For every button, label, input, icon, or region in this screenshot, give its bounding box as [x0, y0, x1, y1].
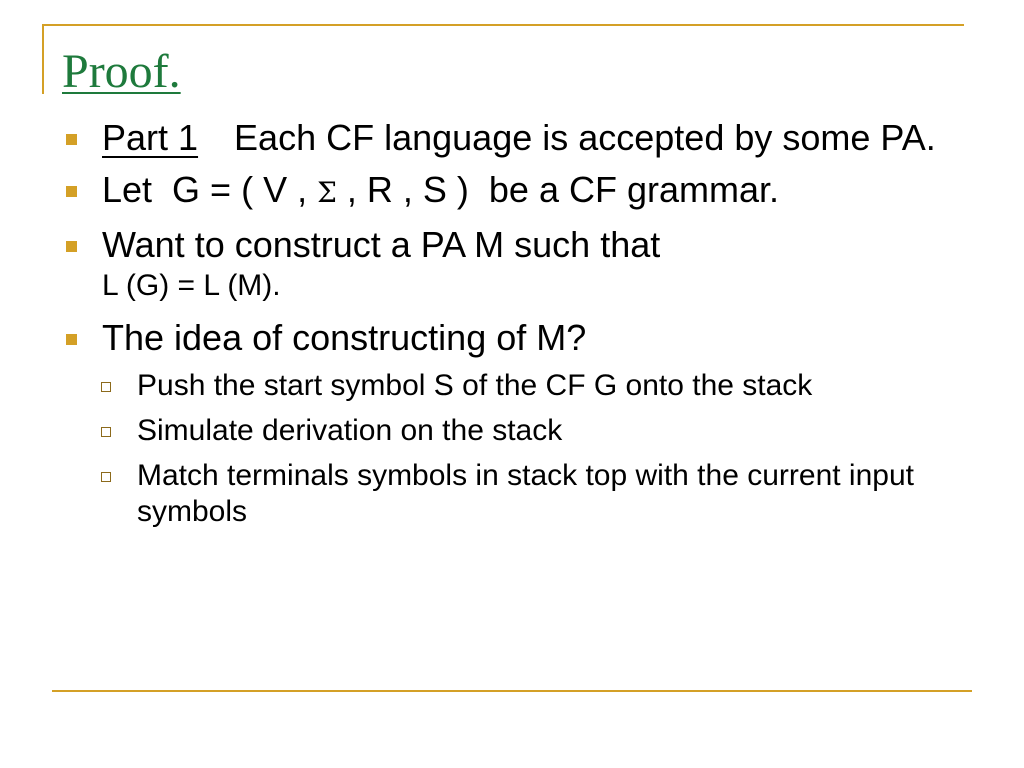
sigma-symbol: Σ — [317, 176, 337, 209]
square-bullet-icon — [66, 334, 77, 345]
bullet-part-1 — [62, 116, 962, 159]
frame-top-rule — [42, 24, 964, 26]
slide-title: Proof. — [62, 45, 181, 98]
square-bullet-icon — [66, 134, 77, 145]
footer-rule — [52, 690, 972, 692]
part-text: Each CF language is accepted by some PA. — [234, 117, 936, 158]
sub-item — [62, 458, 962, 530]
hollow-square-bullet-icon — [101, 472, 111, 482]
bullet-grammar — [62, 168, 962, 214]
grammar-let: Let G = ( V , — [102, 169, 318, 210]
hollow-square-bullet-icon — [101, 382, 111, 392]
equation-line: L (G) = L (M). — [102, 269, 281, 302]
bullet-idea — [62, 316, 962, 359]
sub-item-text: Match terminals symbols in stack top with the current input symbols — [137, 459, 914, 528]
sub-item-text: Simulate derivation on the stack — [137, 414, 563, 447]
part-label: Part 1 — [102, 117, 199, 158]
idea-text: The idea of constructing of M? — [102, 317, 587, 358]
square-bullet-icon — [66, 241, 77, 252]
frame-left-rule — [42, 24, 44, 94]
sub-item — [62, 413, 962, 449]
square-bullet-icon — [66, 186, 77, 197]
hollow-square-bullet-icon — [101, 427, 111, 437]
slide-body — [62, 116, 962, 539]
bullet-want — [62, 223, 962, 266]
want-text: Want to construct a PA M such that — [102, 224, 661, 265]
grammar-rest: , R , S ) be a CF grammar. — [336, 169, 779, 210]
sub-item — [62, 368, 962, 404]
sub-item-text: Push the start symbol S of the CF G onto the stack — [137, 369, 813, 402]
